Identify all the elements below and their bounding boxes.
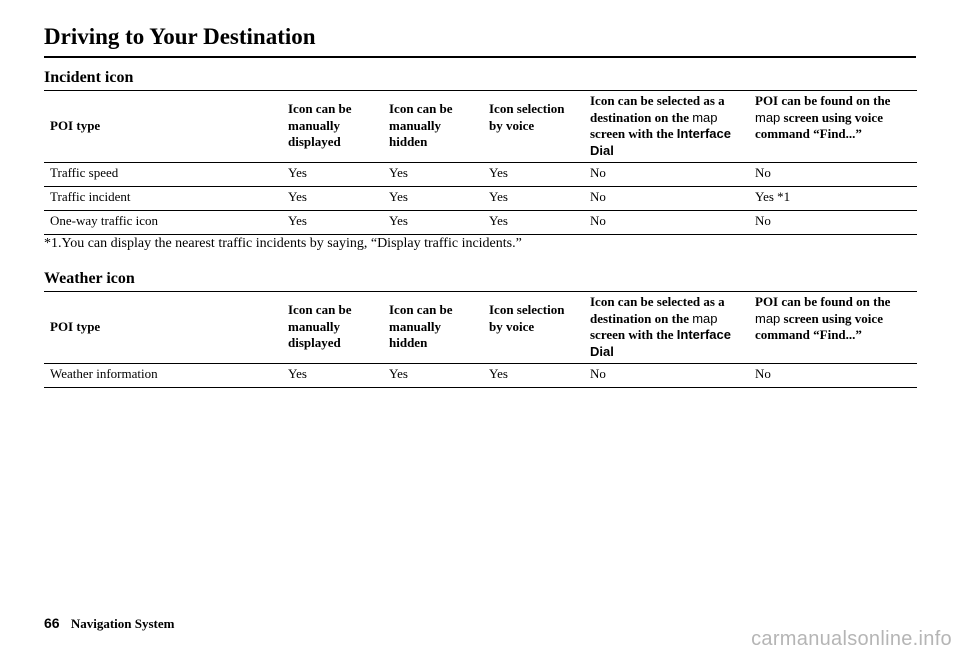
table-cell: Traffic incident (44, 187, 282, 211)
table-row (44, 163, 917, 187)
header-poi-type: POI type (44, 292, 282, 364)
table-cell: Yes (282, 364, 383, 388)
header-manual-hidden: Icon can be manually hidden (383, 292, 483, 364)
table-cell: One-way traffic icon (44, 211, 282, 235)
table-cell: Yes (483, 163, 584, 187)
table-cell: No (584, 187, 749, 211)
incident-table (44, 90, 917, 235)
table-cell: No (584, 163, 749, 187)
header-manual-display: Icon can be manually displayed (282, 292, 383, 364)
table-cell: Yes (383, 211, 483, 235)
table-cell: No (584, 364, 749, 388)
weather-section-title: Weather icon (44, 270, 135, 287)
header-manual-hidden: Icon can be manually hidden (383, 91, 483, 163)
table-header-row (44, 91, 917, 163)
table-row (44, 211, 917, 235)
header-voice-select: Icon selection by voice (483, 292, 584, 364)
table-cell: No (584, 211, 749, 235)
page-title: Driving to Your Destination (44, 24, 316, 49)
table-cell: Yes *1 (749, 187, 917, 211)
header-voice-select: Icon selection by voice (483, 91, 584, 163)
table-cell: Yes (282, 211, 383, 235)
table-cell: No (749, 211, 917, 235)
table-cell: Yes (483, 211, 584, 235)
table-cell: Yes (383, 187, 483, 211)
table-cell: Yes (282, 187, 383, 211)
table-cell: No (749, 364, 917, 388)
header-destination-select: Icon can be selected as a destination on the map screen with the Interface Dial (584, 91, 749, 163)
table-cell: Yes (483, 187, 584, 211)
header-manual-display: Icon can be manually displayed (282, 91, 383, 163)
table-cell: Yes (282, 163, 383, 187)
header-poi-type: POI type (44, 91, 282, 163)
title-rule (44, 56, 916, 58)
page-footer (44, 615, 174, 632)
table-cell: Yes (483, 364, 584, 388)
table-row (44, 364, 917, 388)
table-header-row (44, 292, 917, 364)
table-row (44, 187, 917, 211)
incident-section-title: Incident icon (44, 69, 134, 86)
footer-label: Navigation System (70, 616, 175, 631)
page-number: 66 (44, 615, 60, 631)
table-cell: Traffic speed (44, 163, 282, 187)
weather-table (44, 291, 917, 388)
header-destination-select: Icon can be selected as a destination on the map screen with the Interface Dial (584, 292, 749, 364)
header-voice-find: POI can be found on the map screen using voice command “Find...” (749, 292, 917, 364)
incident-footnote: *1.You can display the nearest traffic incidents by saying, “Display traffic incidents.” (44, 236, 522, 251)
table-cell: Yes (383, 163, 483, 187)
table-cell: Yes (383, 364, 483, 388)
header-voice-find: POI can be found on the map screen using voice command “Find...” (749, 91, 917, 163)
watermark: carmanualsonline.info (751, 628, 952, 650)
table-cell: Weather information (44, 364, 282, 388)
table-cell: No (749, 163, 917, 187)
